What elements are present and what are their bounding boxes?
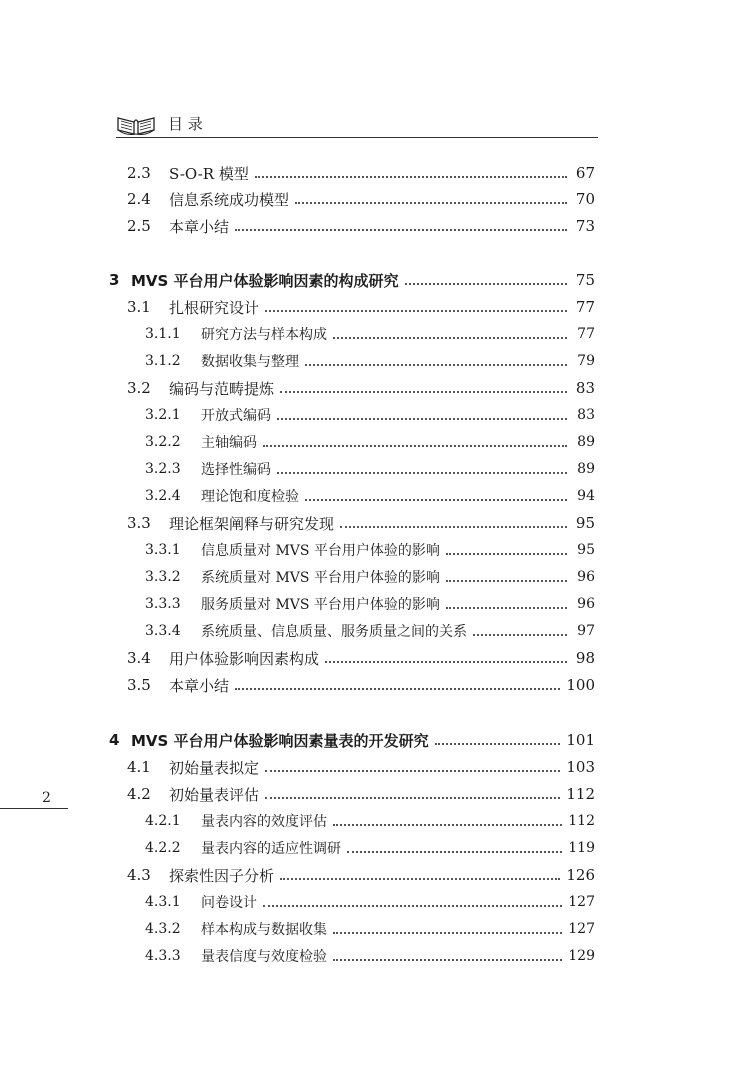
toc-page: 129 [568, 948, 595, 964]
toc-number: 3.3.3 [145, 596, 181, 612]
toc-number: 3.1.2 [145, 353, 181, 369]
dot-leader [235, 687, 560, 690]
toc-number: 4.3.2 [145, 921, 181, 937]
toc-page: 94 [577, 488, 595, 504]
toc-page: 79 [577, 353, 595, 369]
toc-page: 83 [575, 379, 595, 397]
toc-chapter-entry[interactable] [109, 267, 595, 293]
toc-number: 3.3.2 [145, 569, 181, 585]
toc-number: 2.3 [127, 164, 151, 182]
toc-number: 3.2.4 [145, 488, 181, 504]
toc-title: 系统质量、信息质量、服务质量之间的关系 [201, 624, 467, 640]
toc-title: 系统质量对 MVS 平台用户体验的影响 [201, 570, 440, 586]
dot-leader [265, 796, 560, 799]
toc-number: 3.3.4 [145, 623, 181, 639]
toc-number: 4.2.2 [145, 840, 181, 856]
dot-leader [235, 228, 567, 231]
header-title: 目 录 [168, 115, 203, 133]
toc-page: 83 [577, 407, 595, 423]
toc-number: 3.1 [127, 298, 151, 316]
toc-title: 量表内容的适应性调研 [201, 841, 341, 857]
toc-entry[interactable] [127, 213, 595, 239]
toc-page: 101 [566, 731, 595, 749]
dot-leader [255, 175, 567, 178]
toc-page: 96 [577, 569, 595, 585]
dot-leader [435, 742, 561, 745]
dot-leader [333, 336, 567, 339]
toc-number: 4.2 [127, 785, 151, 803]
toc-title: 主轴编码 [201, 435, 257, 451]
dot-leader [305, 498, 567, 501]
toc-entry[interactable] [127, 781, 595, 807]
toc-page: 103 [566, 758, 595, 776]
toc-entry[interactable] [145, 321, 595, 347]
toc-title: MVS 平台用户体验影响因素的构成研究 [131, 271, 399, 290]
toc-number: 3.1.1 [145, 326, 181, 342]
toc-entry[interactable] [145, 591, 595, 617]
toc-page: 70 [575, 190, 595, 208]
toc-entry[interactable] [127, 375, 595, 401]
toc-number: 3.3 [127, 514, 151, 532]
toc-page: 126 [566, 866, 595, 884]
toc-entry[interactable] [145, 483, 595, 509]
toc-entry[interactable] [145, 835, 595, 861]
toc-page: 89 [577, 434, 595, 450]
toc-entry[interactable] [127, 294, 595, 320]
toc-title: 编码与范畴提炼 [169, 379, 275, 398]
toc-title: 开放式编码 [201, 408, 271, 424]
toc-page: 112 [568, 813, 595, 829]
toc-title: 初始量表评估 [169, 785, 260, 804]
toc-title: 理论饱和度检验 [201, 489, 299, 505]
toc-entry[interactable] [127, 160, 595, 186]
toc-entry[interactable] [127, 862, 595, 888]
toc-title: 量表内容的效度评估 [201, 814, 327, 830]
toc-number: 3.2.2 [145, 434, 181, 450]
toc-title: 探索性因子分析 [169, 866, 275, 885]
toc-number: 3.2.1 [145, 407, 181, 423]
toc-number: 3.3.1 [145, 542, 181, 558]
toc-number: 4.3.1 [145, 894, 181, 910]
toc-title: 问卷设计 [201, 895, 257, 911]
toc-title: 数据收集与整理 [201, 354, 299, 370]
toc-title: MVS 平台用户体验影响因素量表的开发研究 [131, 731, 429, 750]
toc-page: 100 [566, 676, 595, 694]
toc-title: 本章小结 [169, 217, 230, 236]
page-number: 2 [42, 790, 51, 806]
toc-page: 73 [575, 217, 595, 235]
toc-title: 服务质量对 MVS 平台用户体验的影响 [201, 597, 440, 613]
toc-entry[interactable] [127, 754, 595, 780]
dot-leader [333, 823, 562, 826]
toc-number: 3.2 [127, 379, 151, 397]
dot-leader [265, 769, 560, 772]
toc-page: 127 [568, 894, 595, 910]
toc-entry[interactable] [145, 348, 595, 374]
toc-page: 96 [577, 596, 595, 612]
toc-entry[interactable] [127, 672, 595, 698]
toc-number: 2.4 [127, 190, 151, 208]
dot-leader [446, 552, 567, 555]
dot-leader [263, 904, 562, 907]
dot-leader [295, 201, 567, 204]
toc-title: 扎根研究设计 [169, 298, 260, 317]
toc-page: 89 [577, 461, 595, 477]
toc-number: 4.3 [127, 866, 151, 884]
toc-entry[interactable] [127, 645, 595, 671]
dot-leader [347, 850, 562, 853]
toc-entry[interactable] [145, 429, 595, 455]
toc-entry[interactable] [145, 943, 595, 969]
toc-title: 量表信度与效度检验 [201, 949, 327, 965]
toc-title: 用户体验影响因素构成 [169, 649, 320, 668]
toc-number: 4.3.3 [145, 948, 181, 964]
toc-title: 信息系统成功模型 [169, 190, 290, 209]
toc-number: 3.5 [127, 676, 151, 694]
toc-page: 95 [575, 514, 595, 532]
toc-title: S-O-R 模型 [169, 164, 249, 183]
toc-page: 67 [575, 164, 595, 182]
toc-title: 本章小结 [169, 676, 230, 695]
dot-leader [265, 309, 567, 312]
toc-title: 选择性编码 [201, 462, 271, 478]
dot-leader [340, 525, 567, 528]
toc-title: 样本构成与数据收集 [201, 922, 327, 938]
toc-page: 75 [575, 271, 595, 289]
dot-leader [333, 931, 562, 934]
toc-title: 初始量表拟定 [169, 758, 260, 777]
toc-page: 97 [577, 623, 595, 639]
toc-entry[interactable] [145, 889, 595, 915]
toc-entry[interactable] [145, 916, 595, 942]
toc-number: 4.2.1 [145, 813, 181, 829]
toc-number: 4.1 [127, 758, 151, 776]
toc-number: 4 [109, 731, 120, 749]
toc-entry[interactable] [145, 808, 595, 834]
toc-entry[interactable] [127, 186, 595, 212]
toc-title: 信息质量对 MVS 平台用户体验的影响 [201, 543, 440, 559]
toc-number: 3 [109, 271, 120, 289]
dot-leader [325, 660, 567, 663]
toc-title: 研究方法与样本构成 [201, 327, 327, 343]
toc-entry[interactable] [127, 510, 595, 536]
dot-leader [446, 579, 567, 582]
toc-title: 理论框架阐释与研究发现 [169, 514, 335, 533]
dot-leader [473, 633, 567, 636]
toc-page: 119 [568, 840, 595, 856]
toc-number: 3.4 [127, 649, 151, 667]
toc-entry[interactable] [145, 537, 595, 563]
toc-number: 3.2.3 [145, 461, 181, 477]
toc-chapter-entry[interactable] [109, 727, 595, 753]
toc-entry[interactable] [145, 402, 595, 428]
dot-leader [280, 877, 560, 880]
dot-leader [277, 471, 567, 474]
toc-page: 127 [568, 921, 595, 937]
toc-page: 112 [566, 785, 595, 803]
dot-leader [446, 606, 567, 609]
toc-page: 77 [575, 298, 595, 316]
dot-leader [280, 390, 567, 393]
toc-page: 77 [577, 326, 595, 342]
toc-entry[interactable] [145, 618, 595, 644]
dot-leader [333, 958, 562, 961]
toc-entry[interactable] [145, 456, 595, 482]
dot-leader [405, 282, 567, 285]
page-number-rule [0, 808, 68, 809]
toc-entry[interactable] [145, 564, 595, 590]
toc-page: 95 [577, 542, 595, 558]
dot-leader [277, 417, 567, 420]
dot-leader [263, 444, 567, 447]
dot-leader [305, 363, 567, 366]
toc-number: 2.5 [127, 217, 151, 235]
toc-page: 98 [575, 649, 595, 667]
